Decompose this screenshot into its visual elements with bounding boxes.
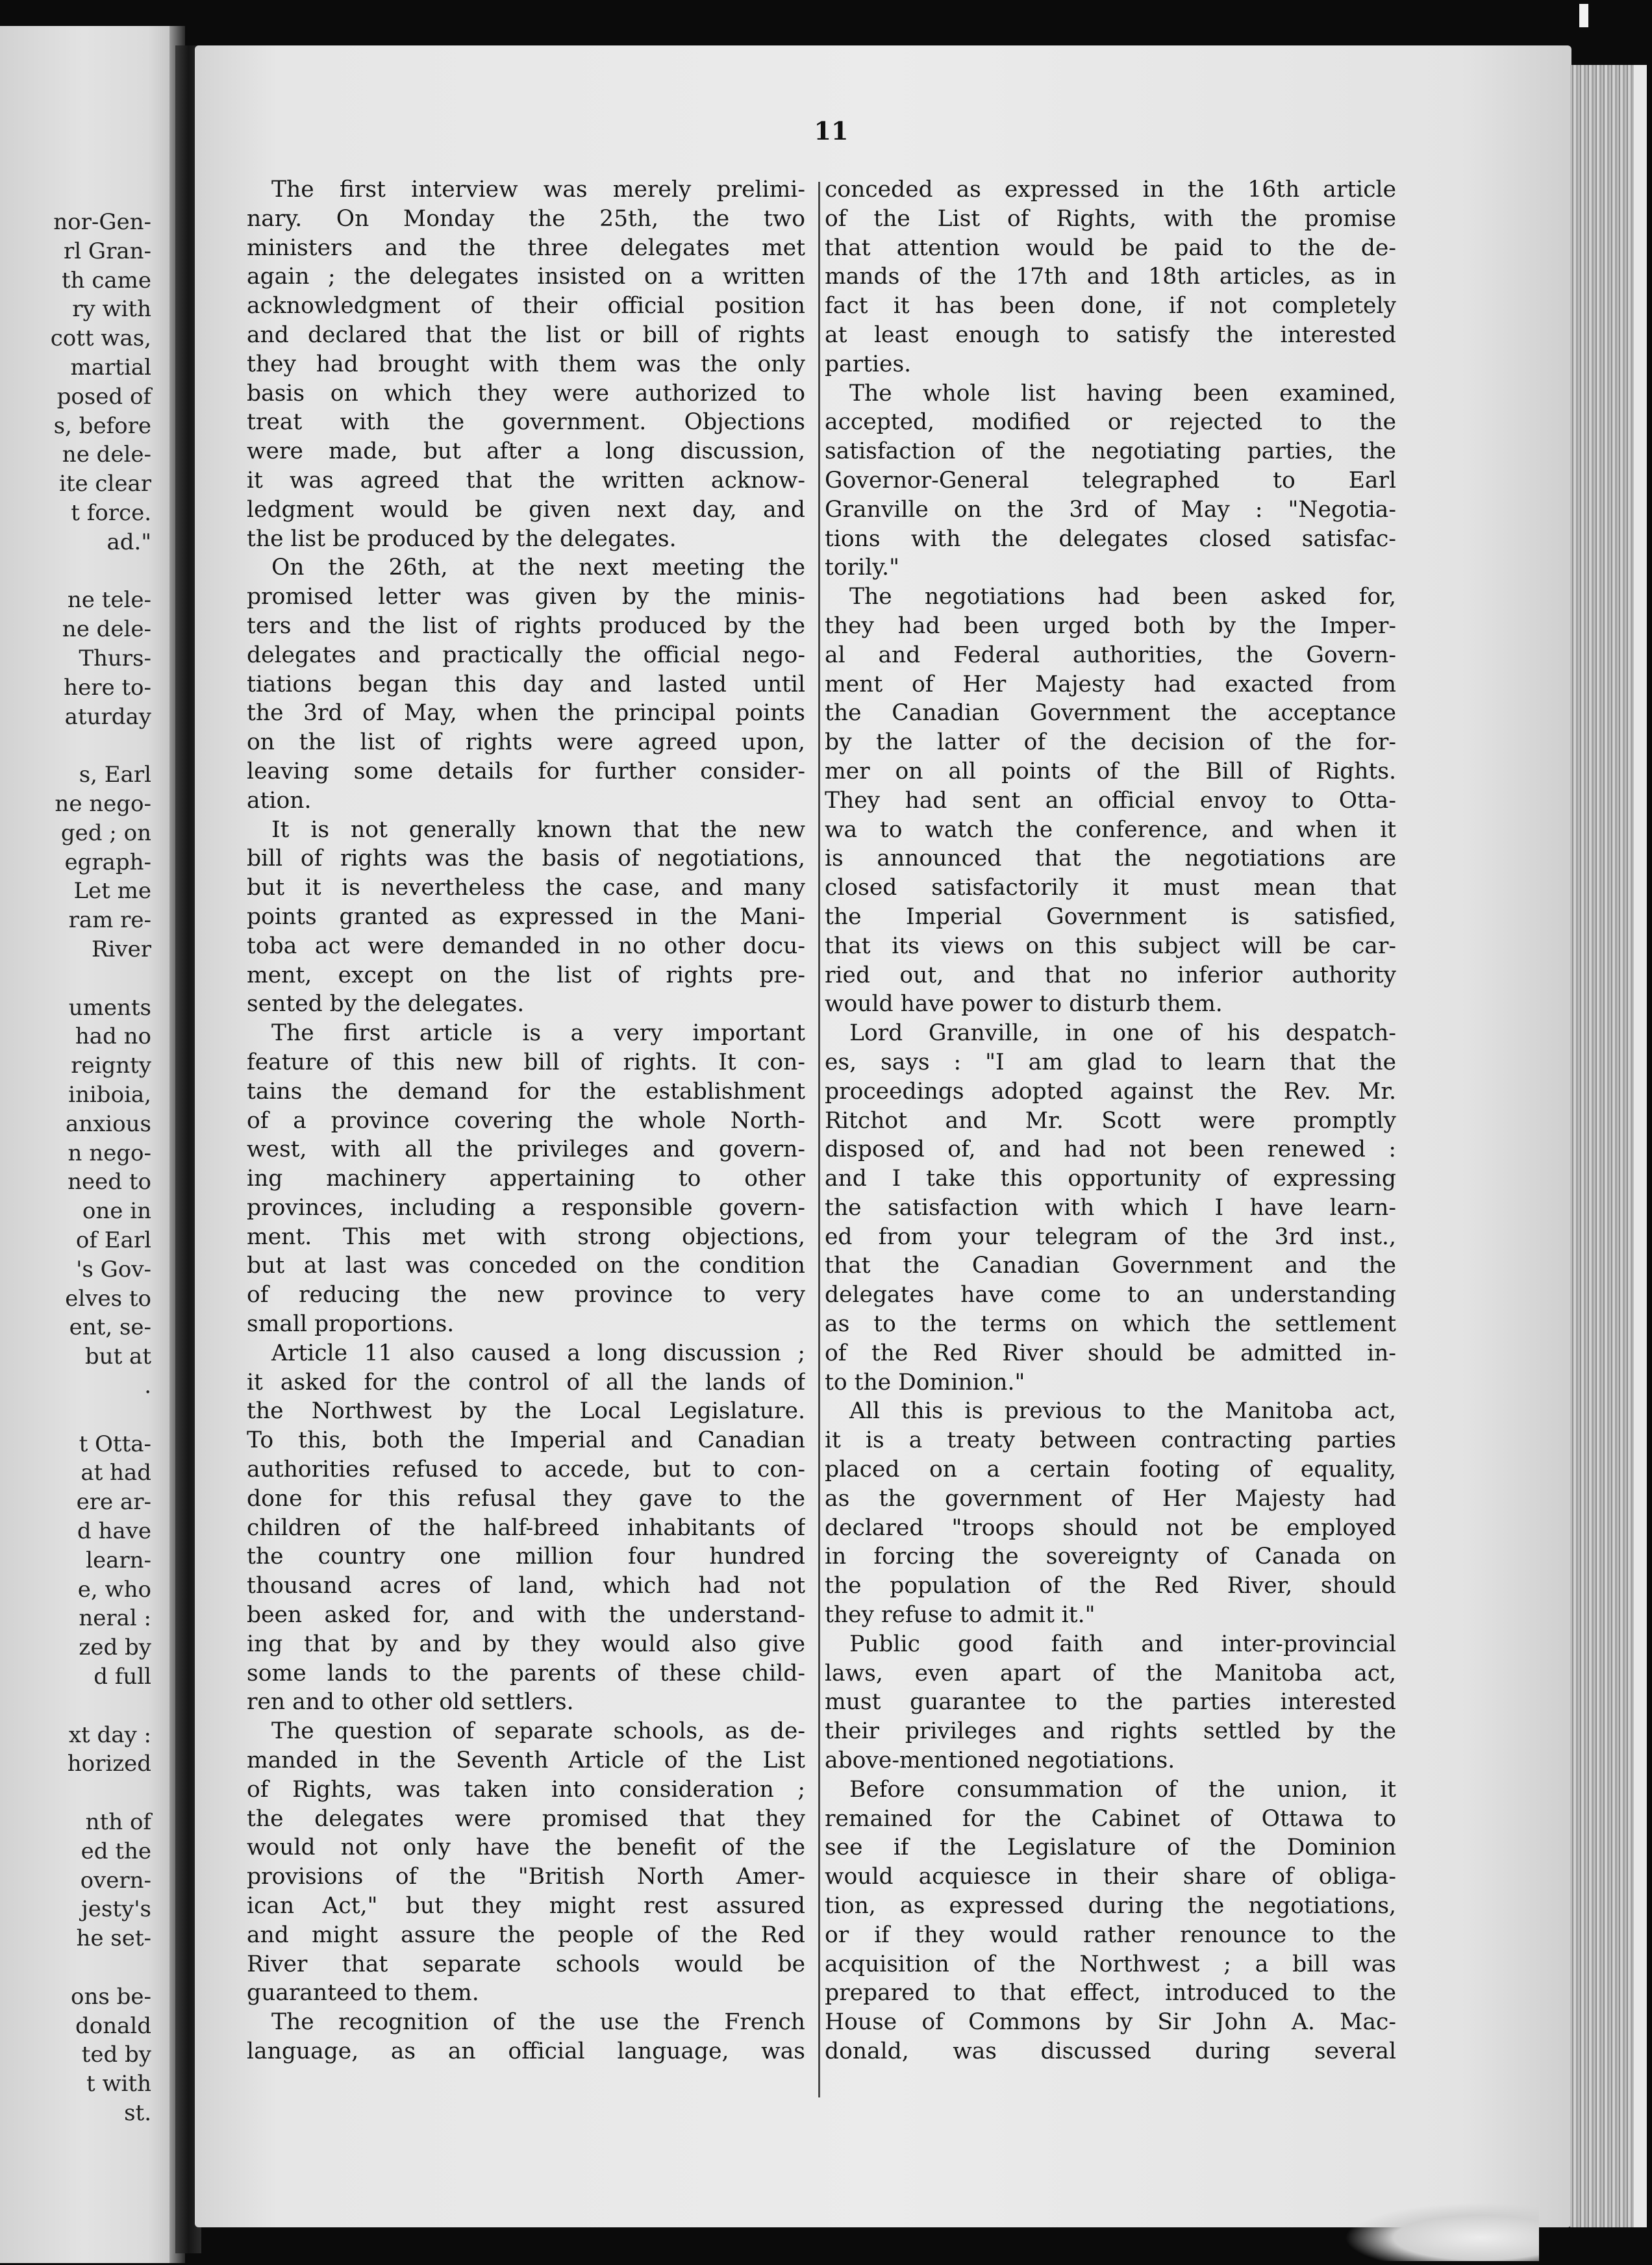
facing-page-fragment: 's Gov- xyxy=(76,1256,151,1283)
text-line: but at last was conceded on the condition xyxy=(247,1253,805,1279)
facing-page-fragment: e, who xyxy=(77,1576,151,1603)
text-line: would acquiesce in their share of obliga- xyxy=(825,1864,1396,1890)
facing-page-fragment: ite clear xyxy=(58,471,151,497)
text-line: Ritchot and Mr. Scott were promptly xyxy=(825,1107,1396,1134)
facing-page-fragment: donald xyxy=(75,2012,151,2039)
text-line: delegates have come to an understanding xyxy=(825,1282,1396,1308)
facing-page-fragment: ram re- xyxy=(68,907,151,934)
text-line: torily." xyxy=(825,555,899,581)
text-line: small proportions. xyxy=(247,1311,455,1338)
text-line: thousand acres of land, which had not xyxy=(247,1573,805,1599)
facing-page-fragment: ted by xyxy=(81,2042,151,2068)
text-line: placed on a certain footing of equality, xyxy=(825,1457,1396,1483)
text-line: promised letter was given by the minis- xyxy=(247,584,805,610)
text-line: ing that by and by they would also give xyxy=(247,1631,805,1657)
text-line: ried out, and that no inferior authority xyxy=(825,962,1396,988)
text-column-left xyxy=(247,175,805,2066)
facing-page-edge xyxy=(0,26,185,2263)
facing-page-fragment: learn- xyxy=(86,1547,151,1573)
text-line: done for this refusal they gave to the xyxy=(247,1485,805,1512)
text-line: ledgment would be given next day, and xyxy=(247,496,805,523)
text-line: is announced that the negotiations are xyxy=(825,845,1396,872)
text-line: disposed of, and had not been renewed : xyxy=(825,1136,1396,1163)
text-line: and I take this opportunity of expressing xyxy=(825,1166,1396,1192)
text-line: ment. This met with strong objections, xyxy=(247,1223,805,1250)
facing-page-fragment: ne dele- xyxy=(62,616,151,643)
text-line: as to the terms on which the settlement xyxy=(825,1311,1396,1338)
facing-page-fragment: here to- xyxy=(64,674,151,701)
text-line: toba act were demanded in no other docu- xyxy=(247,932,805,959)
text-line: their privileges and rights settled by the xyxy=(825,1718,1396,1745)
text-line: ministers and the three delegates met xyxy=(247,234,805,261)
text-line: that attention would be paid to the de- xyxy=(825,234,1396,261)
facing-page-fragment: elves to xyxy=(65,1285,151,1312)
text-line: On the 26th, at the next meeting the xyxy=(271,555,805,581)
text-line: again ; the delegates insisted on a written xyxy=(247,264,805,290)
facing-page-fragment: ry with xyxy=(72,296,151,323)
facing-page-fragment: rl Gran- xyxy=(63,238,151,264)
facing-page-fragment: n nego- xyxy=(68,1140,151,1166)
facing-page-fragment: d full xyxy=(94,1664,151,1690)
text-line: The question of separate schools, as de- xyxy=(271,1718,805,1745)
text-line: that the Canadian Government and the xyxy=(825,1253,1396,1279)
text-line: mer on all points of the Bill of Rights. xyxy=(825,758,1396,784)
facing-page-fragment: uments xyxy=(68,994,151,1021)
column-divider xyxy=(818,182,820,2097)
text-line: closed satisfactorily it must mean that xyxy=(825,875,1396,901)
text-column-right xyxy=(825,175,1396,2066)
text-line: must guarantee to the parties interested xyxy=(825,1689,1396,1716)
facing-page-fragment: ad." xyxy=(106,529,151,555)
text-line: provisions of the "British North Amer- xyxy=(247,1864,805,1890)
text-line: laws, even apart of the Manitoba act, xyxy=(825,1660,1396,1686)
text-line: of reducing the new province to very xyxy=(247,1282,805,1308)
facing-page-fragment: th came xyxy=(61,267,151,294)
text-line: at least enough to satisfy the interested xyxy=(825,321,1396,348)
text-line: on the list of rights were agreed upon, xyxy=(247,729,805,756)
text-line: The negotiations had been asked for, xyxy=(849,584,1396,610)
text-line: tion, as expressed during the negotiations, xyxy=(825,1893,1396,1920)
text-line: tions with the delegates closed satisfac- xyxy=(825,525,1396,552)
facing-page-fragment: anxious xyxy=(65,1110,151,1137)
facing-page-fragment: ne tele- xyxy=(67,587,151,614)
text-line: and declared that the list or bill of rights xyxy=(247,321,805,348)
facing-page-fragment: overn- xyxy=(80,1867,151,1894)
text-line: Granville on the 3rd of May : "Negotia- xyxy=(825,496,1396,523)
facing-page-fragment: d have xyxy=(77,1518,151,1544)
text-line: delegates and practically the official nego- xyxy=(247,642,805,668)
facing-page-fragment: zed by xyxy=(79,1634,151,1661)
text-line: The recognition of the use the French xyxy=(271,2009,805,2036)
text-line: tiations began this day and lasted until xyxy=(247,671,805,697)
facing-page-fragment: nor-Gen- xyxy=(53,209,151,235)
text-line: the Canadian Government the acceptance xyxy=(825,700,1396,727)
text-line: the 3rd of May, when the principal points xyxy=(247,700,805,727)
facing-page-fragment: st. xyxy=(124,2100,151,2126)
text-line: remained for the Cabinet of Ottawa to xyxy=(825,1805,1396,1832)
facing-page-fragment: s, before xyxy=(53,412,151,439)
text-line: All this is previous to the Manitoba act, xyxy=(849,1398,1396,1425)
text-line: acknowledgment of their official position xyxy=(247,293,805,319)
text-line: sented by the delegates. xyxy=(247,991,525,1018)
text-line: some lands to the parents of these child- xyxy=(247,1660,805,1686)
facing-page-fragment: had no xyxy=(75,1023,151,1050)
facing-page-fragment: cott was, xyxy=(50,325,151,352)
text-line: accepted, modified or rejected to the xyxy=(825,409,1396,436)
text-line: Article 11 also caused a long discussion ; xyxy=(271,1340,805,1366)
text-line: and might assure the people of the Red xyxy=(247,1921,805,1948)
text-line: children of the half-breed inhabitants of xyxy=(247,1514,805,1541)
text-line: ed from your telegram of the 3rd inst., xyxy=(825,1223,1396,1250)
facing-page-fragment: River xyxy=(91,936,151,962)
text-line: they had brought with them was the only xyxy=(247,351,805,377)
facing-page-fragment: ne dele- xyxy=(62,442,151,468)
text-line: Lord Granville, in one of his despatch- xyxy=(849,1020,1396,1047)
text-line: feature of this new bill of rights. It con- xyxy=(247,1049,805,1075)
facing-page-fragment: ed the xyxy=(81,1838,151,1864)
text-line: of the List of Rights, with the promise xyxy=(825,205,1396,232)
text-line: the Northwest by the Local Legislature. xyxy=(247,1398,805,1425)
text-line: parties. xyxy=(825,351,912,377)
text-line: the satisfaction with which I have learn- xyxy=(825,1194,1396,1221)
facing-page-fragment: xt day : xyxy=(68,1721,151,1748)
text-line: above-mentioned negotiations. xyxy=(825,1747,1175,1774)
facing-page-fragment: nth of xyxy=(85,1809,151,1835)
text-line: as the government of Her Majesty had xyxy=(825,1485,1396,1512)
page-stack-edge xyxy=(1570,65,1647,2227)
text-line: ters and the list of rights produced by the xyxy=(247,612,805,639)
text-line: of Rights, was taken into consideration ; xyxy=(247,1776,805,1803)
facing-page-fragment: Let me xyxy=(73,878,151,905)
text-line: of a province covering the whole North- xyxy=(247,1107,805,1134)
facing-page-fragment: of Earl xyxy=(75,1227,151,1253)
facing-page-fragment: martial xyxy=(70,355,151,381)
text-line: al and Federal authorities, the Govern- xyxy=(825,642,1396,668)
facing-page-fragment: t Otta- xyxy=(79,1431,151,1457)
facing-page-fragment: iniboia, xyxy=(68,1082,151,1108)
text-line: the list be produced by the delegates. xyxy=(247,525,677,552)
text-line: by the latter of the decision of the for- xyxy=(825,729,1396,756)
text-line: that its views on this subject will be car- xyxy=(825,932,1396,959)
text-line: west, with all the privileges and govern- xyxy=(247,1136,805,1163)
text-line: in forcing the sovereignty of Canada on xyxy=(825,1544,1396,1570)
text-line: it was agreed that the written acknow- xyxy=(247,467,805,494)
text-line: declared "troops should not be employed xyxy=(825,1514,1396,1541)
text-line: wa to watch the conference, and when it xyxy=(825,816,1396,843)
facing-page-fragment: egraph- xyxy=(64,849,151,875)
text-line: The first article is a very important xyxy=(271,1020,805,1047)
text-line: language, as an official language, was xyxy=(247,2038,805,2064)
facing-page-fragment: ent, se- xyxy=(69,1314,151,1341)
text-line: ing machinery appertaining to other xyxy=(247,1166,805,1192)
text-line: acquisition of the Northwest ; a bill was xyxy=(825,1951,1396,1977)
facing-page-fragment: ons be- xyxy=(71,1983,151,2010)
text-line: it asked for the control of all the lands of xyxy=(247,1369,805,1395)
facing-page-fragment: Thurs- xyxy=(79,645,151,671)
text-line: would not only have the benefit of the xyxy=(247,1834,805,1861)
facing-page-fragment: at had xyxy=(81,1460,151,1486)
text-line: es, says : "I am glad to learn that the xyxy=(825,1049,1396,1075)
text-line: were made, but after a long discussion, xyxy=(247,438,805,465)
facing-page-fragment: t force. xyxy=(71,500,151,526)
text-line: Before consummation of the union, it xyxy=(849,1776,1396,1803)
text-line: guaranteed to them. xyxy=(247,1980,479,2007)
text-line: nary. On Monday the 25th, the two xyxy=(247,205,805,232)
text-line: bill of rights was the basis of negotiations, xyxy=(247,845,805,872)
text-line: treat with the government. Objections xyxy=(247,409,805,436)
text-line: leaving some details for further consider- xyxy=(247,758,805,784)
text-line: House of Commons by Sir John A. Mac- xyxy=(825,2009,1396,2036)
text-line: ment of Her Majesty had exacted from xyxy=(825,671,1396,697)
text-line: mands of the 17th and 18th articles, as in xyxy=(825,264,1396,290)
facing-page-fragment: one in xyxy=(82,1198,151,1225)
text-line: they had been urged both by the Imper- xyxy=(825,612,1396,639)
text-line: The first interview was merely prelimi- xyxy=(271,177,805,203)
text-line: provinces, including a responsible govern- xyxy=(247,1194,805,1221)
text-line: It is not generally known that the new xyxy=(271,816,805,843)
text-line: been asked for, and with the understand- xyxy=(247,1602,805,1629)
page-corner-curl xyxy=(1344,2203,1539,2261)
text-line: authorities refused to accede, but to con- xyxy=(247,1457,805,1483)
facing-page-fragment: ne nego- xyxy=(55,791,151,817)
text-line: to the Dominion." xyxy=(825,1369,1025,1395)
facing-page-fragment: need to xyxy=(68,1169,151,1195)
text-line: ren and to other old settlers. xyxy=(247,1689,574,1716)
text-line: The whole list having been examined, xyxy=(849,380,1396,407)
facing-page-fragment: horized xyxy=(67,1751,151,1777)
text-line: ment, except on the list of rights pre- xyxy=(247,962,805,988)
facing-page-fragment: posed of xyxy=(56,383,151,410)
text-line: River that separate schools would be xyxy=(247,1951,805,1977)
facing-page-fragment: ged ; on xyxy=(60,820,151,846)
text-line: they refuse to admit it." xyxy=(825,1602,1095,1629)
facing-page-fragment: reignty xyxy=(71,1053,151,1079)
text-line: it is a treaty between contracting parties xyxy=(825,1427,1396,1454)
text-line: the Imperial Government is satisfied, xyxy=(825,903,1396,930)
text-line: see if the Legislature of the Dominion xyxy=(825,1834,1396,1861)
facing-page-fragment: t with xyxy=(86,2071,151,2097)
text-line: the population of the Red River, should xyxy=(825,1573,1396,1599)
text-line: ican Act," but they might rest assured xyxy=(247,1893,805,1920)
text-line: prepared to that effect, introduced to the xyxy=(825,1980,1396,2007)
text-line: of the Red River should be admitted in- xyxy=(825,1340,1396,1366)
text-line: or if they would rather renounce to the xyxy=(825,1921,1396,1948)
facing-page-fragment: but at xyxy=(84,1344,151,1370)
text-line: would have power to disturb them. xyxy=(825,991,1223,1018)
text-line: the delegates were promised that they xyxy=(247,1805,805,1832)
text-line: ation. xyxy=(247,787,312,814)
text-line: donald, was discussed during several xyxy=(825,2038,1396,2064)
facing-page-fragment: ere ar- xyxy=(76,1489,151,1516)
text-line: They had sent an official envoy to Otta- xyxy=(825,787,1396,814)
text-line: tains the demand for the establishment xyxy=(247,1078,805,1105)
facing-page-fragment: s, Earl xyxy=(79,762,151,788)
facing-page-fragment: neral : xyxy=(79,1605,151,1632)
text-line: Governor-General telegraphed to Earl xyxy=(825,467,1396,494)
text-line: fact it has been done, if not completely xyxy=(825,293,1396,319)
page-number: 11 xyxy=(814,116,849,145)
text-line: Public good faith and inter-provincial xyxy=(849,1631,1396,1657)
text-line: satisfaction of the negotiating parties, the xyxy=(825,438,1396,465)
text-line: basis on which they were authorized to xyxy=(247,380,805,407)
facing-page-fragment: aturday xyxy=(64,703,151,730)
text-line: the country one million four hundred xyxy=(247,1544,805,1570)
facing-page-fragment: . xyxy=(144,1373,151,1399)
text-line: but it is nevertheless the case, and many xyxy=(247,875,805,901)
text-line: To this, both the Imperial and Canadian xyxy=(247,1427,805,1454)
facing-page-fragment: jesty's xyxy=(81,1896,151,1923)
facing-page-fragment: he set- xyxy=(76,1925,151,1952)
scan-corner-mark xyxy=(1579,4,1588,27)
text-line: proceedings adopted against the Rev. Mr. xyxy=(825,1078,1396,1105)
text-line: manded in the Seventh Article of the List xyxy=(247,1747,805,1774)
text-line: conceded as expressed in the 16th article xyxy=(825,177,1396,203)
text-line: points granted as expressed in the Mani- xyxy=(247,903,805,930)
